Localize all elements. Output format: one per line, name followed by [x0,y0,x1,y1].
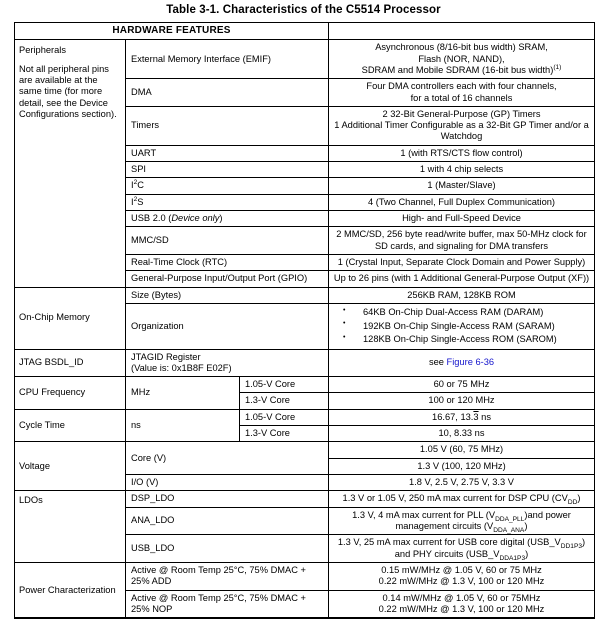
list-item: • 64KB On-Chip Dual-Access RAM (DARAM) [333,306,590,319]
power-nop-value-line-2: 0.22 mW/MHz @ 1.3 V, 100 or 120 MHz [378,604,545,615]
value-timers [329,106,595,145]
value-memory-organization [329,304,595,349]
mmcsd-line-2: SD cards, and signaling for DMA transfers [374,240,549,251]
usb-ldo-line1-suffix: ) [582,537,586,548]
value-dsp-ldo [329,491,595,507]
feature-power-nop [126,590,329,618]
feature-memory-organization: Organization [126,304,329,349]
dma-line-2: for a total of 16 channels [410,92,513,103]
power-nop-line-2: 25% NOP [131,604,173,615]
feature-dma: DMA [126,79,329,107]
table-row [15,409,595,425]
i2s-prefix: I [131,196,134,207]
ana-ldo-line2-subscript: DDA_ANA [493,526,525,534]
subfeature-cpu-freq-105v: 1.05-V Core [240,377,329,393]
feature-voltage-core: Core (V) [126,442,329,475]
timers-line-1: 2 32-Bit General-Purpose (GP) Timers [382,108,541,119]
subfeature-cycle-13v: 1.3-V Core [240,426,329,442]
subfeature-cycle-105v: 1.05-V Core [240,409,329,425]
category-on-chip-memory: On-Chip Memory [15,287,126,349]
jtagid-see-label: see [428,357,447,368]
value-i2s: 4 (Two Channel, Full Duplex Communication) [329,194,595,210]
feature-dsp-ldo: DSP_LDO [126,491,329,507]
ana-ldo-line1-prefix: 1.3 V, 4 mA max current for PLL (V [352,509,496,520]
table-row [15,287,595,303]
emif-line-3: SDRAM and Mobile SDRAM (16-bit bus width) [361,64,554,75]
value-jtagid [329,349,595,377]
value-rtc: 1 (Crystal Input, Separate Clock Domain and Power Supply) [329,255,595,271]
dsp-ldo-suffix: ) [577,493,581,504]
i2c-suffix: C [137,180,144,191]
category-jtag-bsdl-id: JTAG BSDL_ID [15,349,126,377]
value-emif [329,40,595,79]
category-peripherals [15,40,126,288]
value-dma [329,79,595,107]
i2c-prefix: I [131,180,134,191]
feature-voltage-io: I/O (V) [126,475,329,491]
category-voltage: Voltage [15,442,126,491]
peripherals-title: Peripherals [19,45,67,56]
list-item: • 192KB On-Chip Single-Access RAM (SARAM) [333,320,590,333]
timers-line-2: 1 Additional Timer Configurable as a 32-Bit GP Timer and/or a [334,120,589,131]
value-cpu-freq-105v: 60 or 75 MHz [329,377,595,393]
feature-mmcsd: MMC/SD [126,227,329,255]
power-add-value-line-1: 0.15 mW/MHz @ 1.05 V, 60 or 75 MHz [381,565,542,576]
value-gpio: Up to 26 pins (with 1 Additional General-Purpose Output (XF)) [329,271,595,287]
value-spi: 1 with 4 chip selects [329,162,595,178]
unit-cycle-time: ns [126,409,240,442]
power-add-line-1: Active @ Room Temp 25°C, 75% DMAC + [131,565,306,576]
feature-i2c [126,178,329,194]
value-mmcsd [329,227,595,255]
power-nop-value-line-1: 0.14 mW/MHz @ 1.05 V, 60 or 75MHz [382,592,541,603]
ana-ldo-line1-subscript: DDA_PLL [495,515,525,523]
ana-ldo-line2-prefix: management circuits (V [395,521,494,532]
value-voltage-io: 1.8 V, 2.5 V, 2.75 V, 3.3 V [329,475,595,491]
feature-emif: External Memory Interface (EMIF) [126,40,329,79]
i2c-superscript: 2 [133,179,138,187]
feature-memory-size: Size (Bytes) [126,287,329,303]
cycle-105v-prefix: 16.67, 13. [432,411,474,422]
value-memory-size: 256KB RAM, 128KB ROM [329,287,595,303]
dsp-ldo-subscript: DD [567,499,578,507]
feature-power-add [126,563,329,591]
jtagid-line-2: (Value is: 0x1B8F E02F) [131,362,232,373]
table-row [15,563,595,591]
emif-line-2: Flash (NOR, NAND), [418,53,505,64]
power-add-value-line-2: 0.22 mW/MHz @ 1.3 V, 100 or 120 MHz [378,576,545,587]
feature-spi: SPI [126,162,329,178]
unit-cpu-frequency: MHz [126,377,240,410]
usb-prefix: USB 2.0 ( [131,213,172,224]
value-voltage-core-105v: 1.05 V (60, 75 MHz) [329,442,595,458]
table-row [15,442,595,458]
usb-ldo-line2-subscript: DDA1P3 [499,554,526,562]
feature-usb-ldo: USB_LDO [126,535,329,563]
usb-ldo-line1-subscript: DD1P3 [560,543,583,551]
emif-line-1: Asynchronous (8/16-bit bus width) SRAM, [375,42,548,53]
table-row [15,349,595,377]
feature-rtc: Real-Time Clock (RTC) [126,255,329,271]
ana-ldo-line1-suffix: )and power [524,509,571,520]
value-i2c: 1 (Master/Slave) [329,178,595,194]
dma-line-1: Four DMA controllers each with four channels, [366,81,557,92]
i2s-suffix: S [137,196,144,207]
value-power-nop [329,590,595,618]
value-voltage-core-13v: 1.3 V (100, 120 MHz) [329,458,595,474]
table-title: Table 3-1. Characteristics of the C5514 Processor [166,4,441,16]
value-usb-ldo [329,535,595,563]
peripherals-note: Not all peripheral pins are available at the same time (for more detail, see the Device Configurations section). [19,63,117,119]
usb-italic: Device only [171,213,220,224]
subfeature-cpu-freq-13v: 1.3-V Core [240,393,329,409]
value-cycle-105v [329,409,595,425]
table-header-row [15,23,595,40]
i2s-superscript: 2 [133,195,138,203]
timers-line-3: Watchdog [440,131,483,142]
list-item: • 128KB On-Chip Single-Access ROM (SAROM) [333,333,590,346]
value-usb: High- and Full-Speed Device [329,211,595,227]
category-ldos: LDOs [15,491,126,563]
dsp-ldo-prefix: 1.3 V or 1.05 V, 250 mA max current for DSP CPU (CV [342,493,568,504]
cycle-105v-repeating-digit: 3 [473,411,479,422]
usb-ldo-line2-suffix: ) [525,548,529,559]
jtagid-line-1: JTAGID Register [131,351,201,362]
feature-usb [126,211,329,227]
feature-uart: UART [126,145,329,161]
usb-ldo-line2-prefix: and PHY circuits (USB_V [394,548,500,559]
cycle-105v-suffix: ns [478,411,491,422]
value-uart: 1 (with RTS/CTS flow control) [329,145,595,161]
value-cpu-freq-13v: 100 or 120 MHz [329,393,595,409]
feature-gpio: General-Purpose Input/Output Port (GPIO) [126,271,329,287]
table-row [15,40,595,79]
value-cycle-13v: 10, 8.33 ns [329,426,595,442]
table-row [15,491,595,507]
emif-footnote-marker: (1) [553,63,562,71]
value-ana-ldo [329,507,595,535]
ana-ldo-line2-suffix: ) [524,521,528,532]
power-add-line-2: 25% ADD [131,576,172,587]
feature-i2s [126,194,329,210]
usb-suffix: ) [219,213,223,224]
value-power-add [329,563,595,591]
feature-timers: Timers [126,106,329,145]
figure-link[interactable]: Figure 6-36 [446,357,495,368]
power-nop-line-1: Active @ Room Temp 25°C, 75% DMAC + [131,592,306,603]
header-hardware-features: HARDWARE FEATURES [15,23,329,40]
memory-organization-list [333,306,590,346]
feature-ana-ldo: ANA_LDO [126,507,329,535]
hardware-features-table [14,22,595,619]
mmcsd-line-1: 2 MMC/SD, 256 byte read/write buffer, max 50-MHz clock for [336,229,587,240]
usb-ldo-line1-prefix: 1.3 V, 25 mA max current for USB core digital (USB_V [337,537,561,548]
category-cycle-time: Cycle Time [15,409,126,442]
category-cpu-frequency: CPU Frequency [15,377,126,410]
table-row [15,377,595,393]
feature-jtagid-register [126,349,329,377]
header-empty-cell [329,23,595,40]
category-power-characterization: Power Characterization [15,563,126,619]
